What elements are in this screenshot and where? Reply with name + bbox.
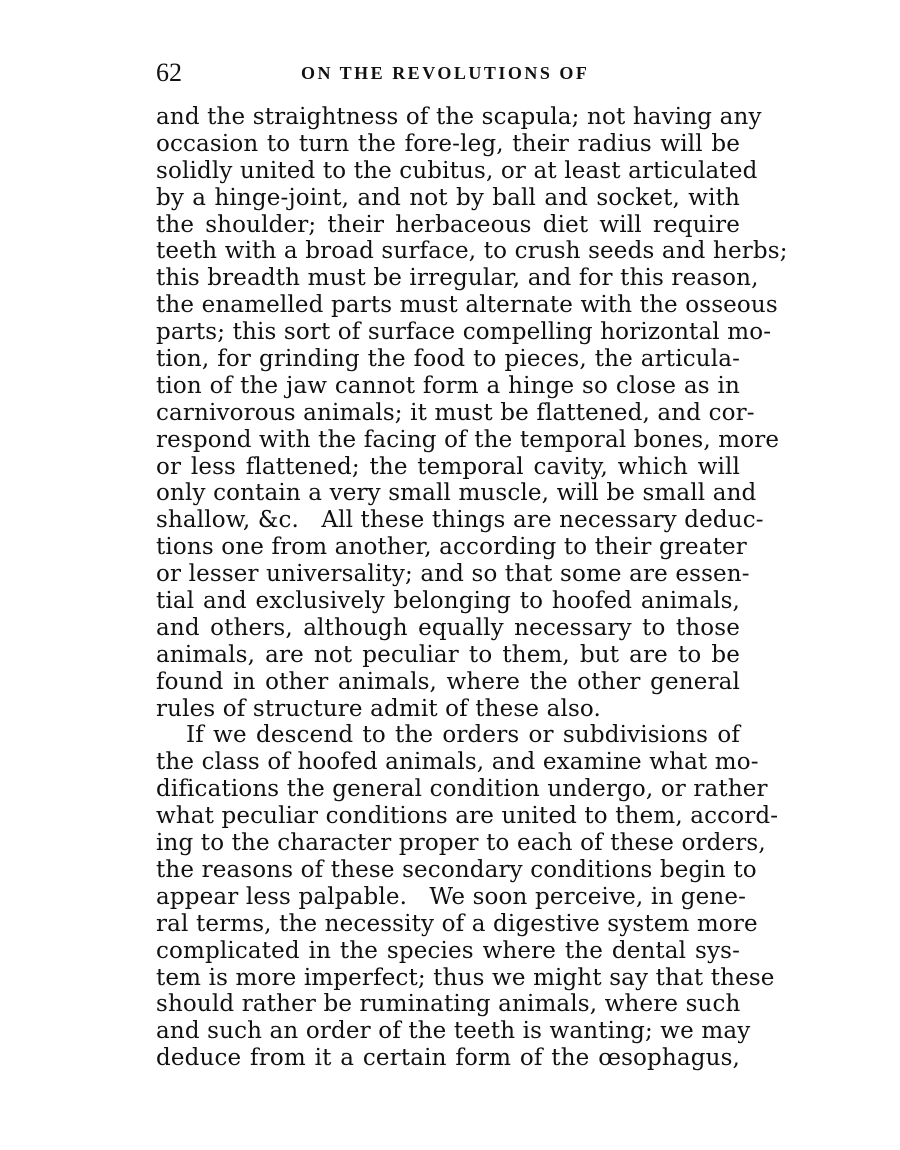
text-line: only contain a very small muscle, will be small and bbox=[156, 480, 757, 507]
text-line: teeth with a broad surface, to crush seeds and herbs; bbox=[156, 238, 788, 265]
text-line: tions one from another, according to their greater bbox=[156, 534, 747, 561]
body-text bbox=[156, 104, 788, 1072]
text-line: by a hinge-joint, and not by ball and socket, with bbox=[156, 184, 740, 211]
text-line: rules of structure admit of these also. bbox=[156, 695, 601, 722]
text-line: solidly united to the cubitus, or at least articulated bbox=[156, 157, 758, 184]
text-line: respond with the facing of the temporal bones, more bbox=[156, 426, 780, 453]
text-line: shallow, &c. All these things are necessary deduc- bbox=[156, 507, 764, 534]
text-line: animals, are not peculiar to them, but are to be bbox=[156, 641, 740, 668]
text-line: the class of hoofed animals, and examine what mo- bbox=[156, 749, 759, 776]
paragraph-2 bbox=[156, 722, 779, 1072]
text-line: and the straightness of the scapula; not having any bbox=[156, 104, 762, 130]
text-line: the shoulder; their herbaceous diet will require bbox=[156, 211, 740, 238]
text-line: what peculiar conditions are united to them, accord- bbox=[156, 803, 779, 830]
text-line: tial and exclusively belonging to hoofed animals, bbox=[156, 588, 740, 615]
text-line: ing to the character proper to each of these orders, bbox=[156, 830, 766, 857]
text-line: and others, although equally necessary to those bbox=[156, 614, 740, 641]
text-line: appear less palpable. We soon perceive, in gene- bbox=[156, 883, 747, 910]
text-line: difications the general condition undergo, or rather bbox=[156, 776, 768, 803]
text-line: and such an order of the teeth is wanting; we may bbox=[156, 1018, 751, 1045]
text-line: deduce from it a certain form of the œsophagus, bbox=[156, 1045, 740, 1072]
text-line: tion of the jaw cannot form a hinge so close as in bbox=[156, 372, 740, 399]
text-line: this breadth must be irregular, and for this reason, bbox=[156, 265, 759, 292]
page-number: 62 bbox=[156, 58, 182, 87]
text-line: or less flattened; the temporal cavity, which will bbox=[156, 453, 740, 480]
text-line: If we descend to the orders or subdivisions of bbox=[186, 722, 740, 749]
text-line: tem is more imperfect; thus we might say that these bbox=[156, 964, 775, 991]
text-line: tion, for grinding the food to pieces, the articula- bbox=[156, 346, 740, 373]
text-line: ral terms, the necessity of a digestive system more bbox=[156, 910, 758, 937]
text-line: found in other animals, where the other general bbox=[156, 668, 740, 695]
text-line: should rather be ruminating animals, where such bbox=[156, 991, 741, 1018]
text-line: or lesser universality; and so that some are essen- bbox=[156, 561, 750, 588]
text-line: complicated in the species where the dental sys- bbox=[156, 937, 740, 964]
text-line: carnivorous animals; it must be flattened, and cor- bbox=[156, 399, 755, 426]
text-line: occasion to turn the fore-leg, their radius will be bbox=[156, 130, 740, 157]
text-line: parts; this sort of surface compelling horizontal mo- bbox=[156, 319, 772, 346]
running-head: ON THE REVOLUTIONS OF bbox=[301, 63, 590, 83]
paragraph-1 bbox=[156, 104, 788, 722]
page-header bbox=[156, 56, 740, 90]
text-line: the enamelled parts must alternate with the osseous bbox=[156, 292, 778, 319]
text-line: the reasons of these secondary conditions begin to bbox=[156, 856, 757, 883]
